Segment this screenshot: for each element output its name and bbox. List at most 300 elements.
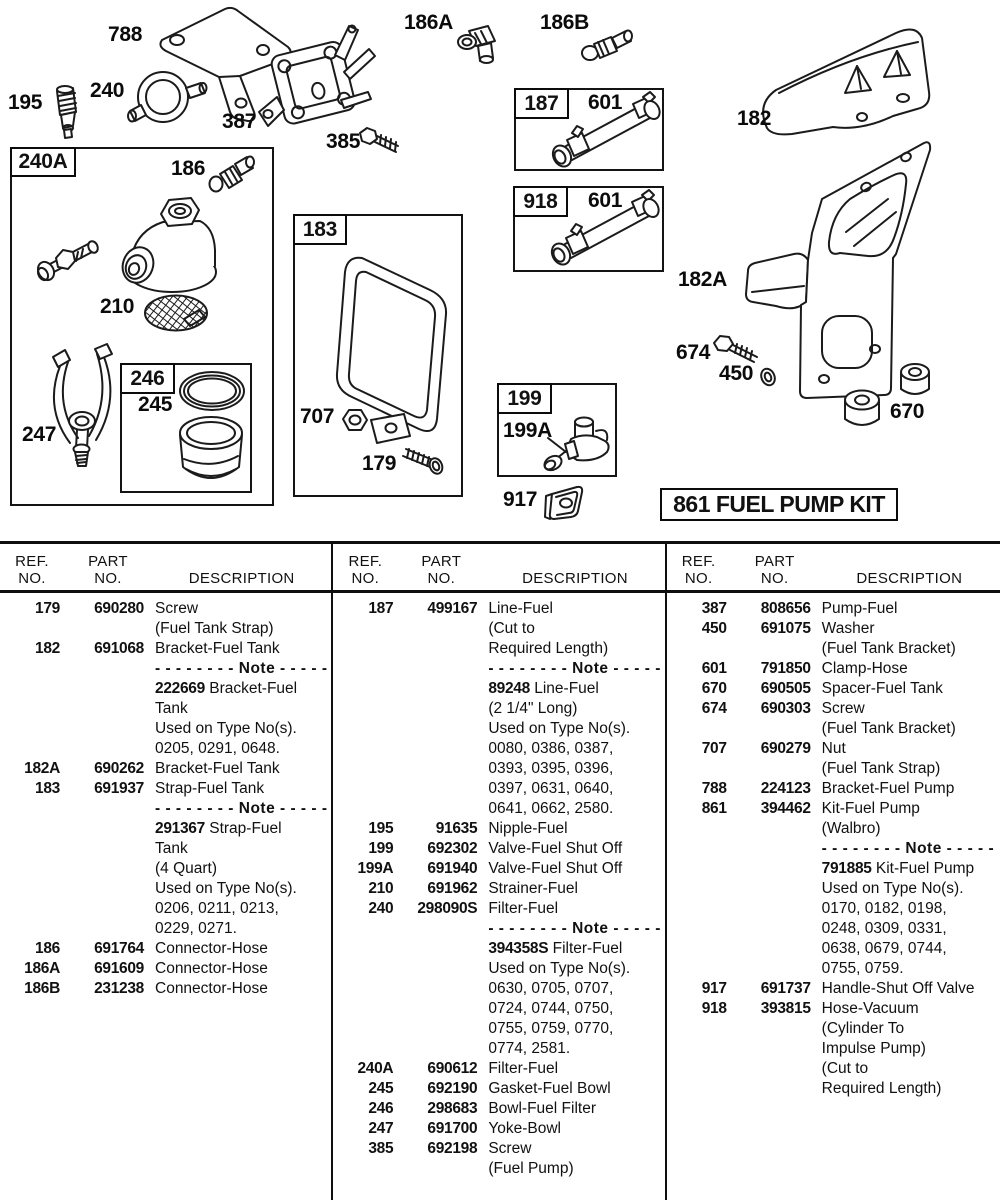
part-no: 691609 [94,960,144,977]
table-row [667,759,1000,779]
table-row [333,1079,664,1099]
description: Nut [821,740,846,757]
part-no: 691075 [760,620,811,637]
table-row [0,819,331,839]
description: 0638, 0679, 0744, [821,940,947,957]
ref-no [667,819,727,839]
description: - - - - - - - - Note - - - - - [488,920,661,937]
description: Valve-Fuel Shut Off [488,860,623,877]
description: - - - - - - - - Note - - - - - [488,660,661,677]
ref-no [667,759,727,779]
part-no: 690303 [760,700,811,717]
table-row [0,899,331,919]
description: 0393, 0395, 0396, [488,760,614,777]
part-no: 393815 [760,1000,811,1017]
part-no: 808656 [760,600,811,617]
description: 222669 Bracket-Fuel [155,680,298,697]
part-no: 691937 [94,780,144,797]
table-row [333,1059,664,1079]
ref-no [667,919,727,939]
part-no: 231238 [94,980,144,997]
diagram-label-246: 246 [120,363,175,394]
ref-no [667,719,727,739]
description: Used on Type No(s). [155,720,297,737]
ref-no: 247 [368,1120,394,1137]
table-row [0,699,331,719]
description: Used on Type No(s). [488,720,631,737]
ref-no: 387 [701,600,727,617]
description: Strainer-Fuel [488,880,578,897]
ref-no [333,1159,393,1179]
parts-column-1 [0,544,333,1200]
part-no [727,919,811,939]
table-row [0,759,331,779]
ref-no [0,619,60,639]
ref-no: 918 [701,1000,727,1017]
table-row [333,879,664,899]
table-header [667,544,1000,593]
ref-no [0,899,60,919]
diagram-label-245: 245 [138,393,173,416]
part-no: 692190 [427,1080,478,1097]
part-no [393,939,477,959]
part-no [60,699,144,719]
description: Used on Type No(s). [821,880,964,897]
part-no [60,679,144,699]
table-row [333,799,664,819]
table-row [333,779,664,799]
ref-no: 186B [24,980,60,997]
ref-no: 246 [368,1100,394,1117]
description: Handle-Shut Off Valve [821,980,975,997]
part-no [727,1019,811,1039]
table-row [667,999,1000,1019]
diagram-label-199: 199 [497,383,552,414]
table-row [667,1039,1000,1059]
ref-no [333,639,393,659]
description: (Cut to [488,620,535,637]
ref-no: 210 [368,880,394,897]
part-no [727,939,811,959]
ref-no [333,939,393,959]
part-no [393,699,477,719]
part-no [393,719,477,739]
description: Required Length) [488,640,609,657]
description: Used on Type No(s). [488,960,631,977]
description: Screw [155,600,199,617]
diagram-label-182: 182 [737,107,772,130]
ref-no [333,1039,393,1059]
description: 0724, 0744, 0750, [488,1000,614,1017]
table-row [333,759,664,779]
ref-no: 788 [701,780,727,797]
diagram-label-385: 385 [326,130,361,153]
part-no: 499167 [427,600,478,617]
ref-no [667,859,727,879]
ref-no [0,699,60,719]
table-row [0,739,331,759]
part-no [727,1059,811,1079]
ref-no: 182A [24,760,60,777]
part-186A-elbow-drawing [458,26,495,63]
part-no: 691737 [760,980,811,997]
ref-no [333,759,393,779]
header-ref-no: REF. NO. [348,553,383,587]
diagram-label-179: 179 [362,452,397,475]
description: Bracket-Fuel Tank [155,760,280,777]
description: Tank [155,700,188,717]
ref-no [667,879,727,899]
table-row [667,939,1000,959]
ref-no: 179 [35,600,60,617]
part-no [727,859,811,879]
fuel-pump-kit-box: 861 FUEL PUMP KIT [660,488,898,521]
table-row [667,639,1000,659]
description: Bracket-Fuel Tank [155,640,280,657]
exploded-parts-diagram [0,0,1000,541]
diagram-label-183: 183 [293,214,347,245]
description: Nipple-Fuel [488,820,568,837]
part-no [393,739,477,759]
part-no [60,899,144,919]
diagram-label-674: 674 [676,341,711,364]
description: Valve-Fuel Shut Off [488,840,623,857]
part-no [393,759,477,779]
table-row [0,659,331,679]
part-450-washer-drawing [759,367,777,388]
part-182A-bracket-drawing [746,142,930,398]
parts-column-3 [667,544,1000,1200]
ref-no: 240A [357,1060,394,1077]
table-row [667,799,1000,819]
ref-no: 195 [368,820,394,837]
table-row [333,679,664,699]
part-no: 298090S [417,900,478,917]
table-row [667,779,1000,799]
ref-no [667,959,727,979]
description: 0630, 0705, 0707, [488,980,614,997]
description: Connector-Hose [155,940,268,957]
table-row [333,899,664,919]
description: 0205, 0291, 0648. [155,740,280,757]
table-row [667,899,1000,919]
table-row [667,1059,1000,1079]
description: Line-Fuel [488,600,553,617]
header-part-no: PART NO. [88,553,128,587]
part-186B-connector-drawing [582,31,632,61]
table-row [0,879,331,899]
diagram-label-199A: 199A [503,419,553,442]
table-row [333,619,664,639]
table-row [667,879,1000,899]
description: (Fuel Tank Bracket) [821,640,956,657]
part-no [393,979,477,999]
ref-no [0,659,60,679]
part-no [60,859,144,879]
part-no [60,739,144,759]
description: Impulse Pump) [821,1040,926,1057]
description: Screw [488,1140,532,1157]
description: - - - - - - - - Note - - - - - [155,660,328,677]
description: 0397, 0631, 0640, [488,780,614,797]
table-row [0,679,331,699]
description: Pump-Fuel [821,600,898,617]
table-row [0,779,331,799]
table-row [667,839,1000,859]
table-row [333,639,664,659]
diagram-label-240A: 240A [10,147,76,177]
header-part-no: PART NO. [421,553,462,587]
ref-no [333,619,393,639]
description: (4 Quart) [155,860,218,877]
table-row [333,1019,664,1039]
ref-no: 670 [701,680,727,697]
parts-column-2 [333,544,666,1200]
header-description: DESCRIPTION [856,570,963,587]
description: 0641, 0662, 2580. [488,800,614,817]
table-row [667,619,1000,639]
part-no [727,1079,811,1099]
part-no [727,819,811,839]
table-row [333,1119,664,1139]
description: 0206, 0211, 0213, [155,900,279,917]
ref-no: 385 [368,1140,394,1157]
table-row [667,819,1000,839]
ref-no: 245 [368,1080,394,1097]
header-ref-no: REF. NO. [681,553,716,587]
table-row [0,859,331,879]
part-no: 690612 [427,1060,478,1077]
table-row [0,839,331,859]
ref-no: 187 [368,600,394,617]
part-no [60,619,144,639]
part-674-screw-drawing [714,336,757,362]
description: Tank [155,840,188,857]
ref-no: 861 [701,800,727,817]
table-row [0,799,331,819]
description: (Fuel Tank Bracket) [821,720,956,737]
description: Clamp-Hose [821,660,908,677]
part-no [393,779,477,799]
table-row [333,1159,664,1179]
ref-no [0,719,60,739]
diagram-label-788: 788 [108,23,143,46]
table-row [0,979,331,999]
ref-no [333,959,393,979]
table-row [333,599,664,619]
part-385-screw-drawing [360,128,398,152]
description: 791885 Kit-Fuel Pump [821,860,975,877]
description: Yoke-Bowl [488,1120,561,1137]
diagram-label-601: 601 [588,189,623,212]
description: Washer [821,620,875,637]
table-rows [0,593,331,999]
description: Bowl-Fuel Filter [488,1100,596,1117]
table-row [333,819,664,839]
table-row [667,599,1000,619]
table-row [333,839,664,859]
part-no [393,919,477,939]
part-no [393,619,477,639]
description: Connector-Hose [155,980,268,997]
ref-no [333,679,393,699]
table-row [0,939,331,959]
description: (Cylinder To [821,1020,905,1037]
table-row [667,719,1000,739]
part-no: 690262 [94,760,144,777]
part-no: 690280 [94,600,144,617]
part-no [727,719,811,739]
ref-no [667,839,727,859]
description: Kit-Fuel Pump [821,800,920,817]
description: - - - - - - - - Note - - - - - [821,840,995,857]
description: (Fuel Tank Strap) [821,760,941,777]
table-header [333,544,664,593]
diagram-label-670: 670 [890,400,925,423]
table-row [0,639,331,659]
part-no [393,1039,477,1059]
diagram-label-186: 186 [171,157,206,180]
table-row [333,919,664,939]
ref-no [0,739,60,759]
ref-no: 199 [368,840,394,857]
part-no [393,1019,477,1039]
ref-no [667,1039,727,1059]
ref-no [0,679,60,699]
ref-no [333,1019,393,1039]
diagram-label-240: 240 [90,79,125,102]
table-row [667,679,1000,699]
header-description: DESCRIPTION [522,570,628,587]
part-no [60,839,144,859]
ref-no: 182 [35,640,60,657]
diagram-label-918: 918 [513,186,568,217]
ref-no: 240 [368,900,394,917]
part-no: 691700 [427,1120,478,1137]
ref-no [667,939,727,959]
table-row [0,959,331,979]
table-row [0,919,331,939]
ref-no [0,919,60,939]
ref-no [0,859,60,879]
ref-no [333,699,393,719]
part-no: 690279 [760,740,811,757]
part-no [60,879,144,899]
diagram-label-186A: 186A [404,11,454,34]
part-no [393,799,477,819]
table-row [667,1019,1000,1039]
description: 0755, 0759, 0770, [488,1020,614,1037]
table-row [333,1099,664,1119]
table-row [333,999,664,1019]
description: Used on Type No(s). [155,880,297,897]
part-no [727,959,811,979]
table-rows [667,593,1000,1099]
table-header [0,544,331,593]
description: (Fuel Pump) [488,1160,574,1177]
description: Connector-Hose [155,960,268,977]
description: (2 1/4" Long) [488,700,578,717]
header-description: DESCRIPTION [188,570,295,587]
part-no [727,899,811,919]
ref-no: 674 [701,700,727,717]
part-no [60,819,144,839]
ref-no [667,1019,727,1039]
part-no [60,719,144,739]
diagram-label-450: 450 [719,362,754,385]
part-no [727,639,811,659]
ref-no [333,979,393,999]
part-240-filter-drawing [128,72,207,122]
table-rows [333,593,664,1179]
description: (Cut to [821,1060,869,1077]
diagram-label-186B: 186B [540,11,590,34]
description: Gasket-Fuel Bowl [488,1080,611,1097]
table-row [333,939,664,959]
table-row [333,859,664,879]
ref-no [0,879,60,899]
description: Required Length) [821,1080,942,1097]
part-no [60,919,144,939]
ref-no: 450 [701,620,727,637]
table-row [667,739,1000,759]
ref-no [333,659,393,679]
ref-no: 183 [35,780,60,797]
part-no [393,679,477,699]
part-no: 791850 [760,660,811,677]
part-no [727,759,811,779]
ref-no [667,1079,727,1099]
part-no: 692302 [427,840,478,857]
part-195-nipple-drawing [57,86,76,138]
part-no [393,659,477,679]
table-row [333,699,664,719]
description: 394358S Filter-Fuel [488,940,623,957]
part-no [60,799,144,819]
part-182-bracket-drawing [763,29,929,134]
diagram-label-187: 187 [514,88,569,119]
ref-no [333,779,393,799]
ref-no [333,999,393,1019]
part-no: 691962 [427,880,478,897]
diagram-label-247: 247 [22,423,57,446]
ref-no [0,799,60,819]
part-no [393,639,477,659]
ref-no [0,819,60,839]
ref-no: 601 [701,660,727,677]
diagram-label-210: 210 [100,295,135,318]
ref-no: 186 [35,940,60,957]
table-row [333,719,664,739]
part-no: 298683 [427,1100,478,1117]
ref-no [667,1059,727,1079]
part-no: 692198 [427,1140,478,1157]
description: 0774, 2581. [488,1040,571,1057]
description: - - - - - - - - Note - - - - - [155,800,328,817]
part-no [727,879,811,899]
table-row [667,659,1000,679]
description: 0229, 0271. [155,920,237,937]
table-row [0,619,331,639]
part-no [727,1039,811,1059]
ref-no [333,739,393,759]
header-ref-no: REF. NO. [15,553,49,587]
part-no: 690505 [760,680,811,697]
parts-table [0,541,1000,1200]
diagram-label-917: 917 [503,488,538,511]
part-no [727,839,811,859]
ref-no [667,899,727,919]
